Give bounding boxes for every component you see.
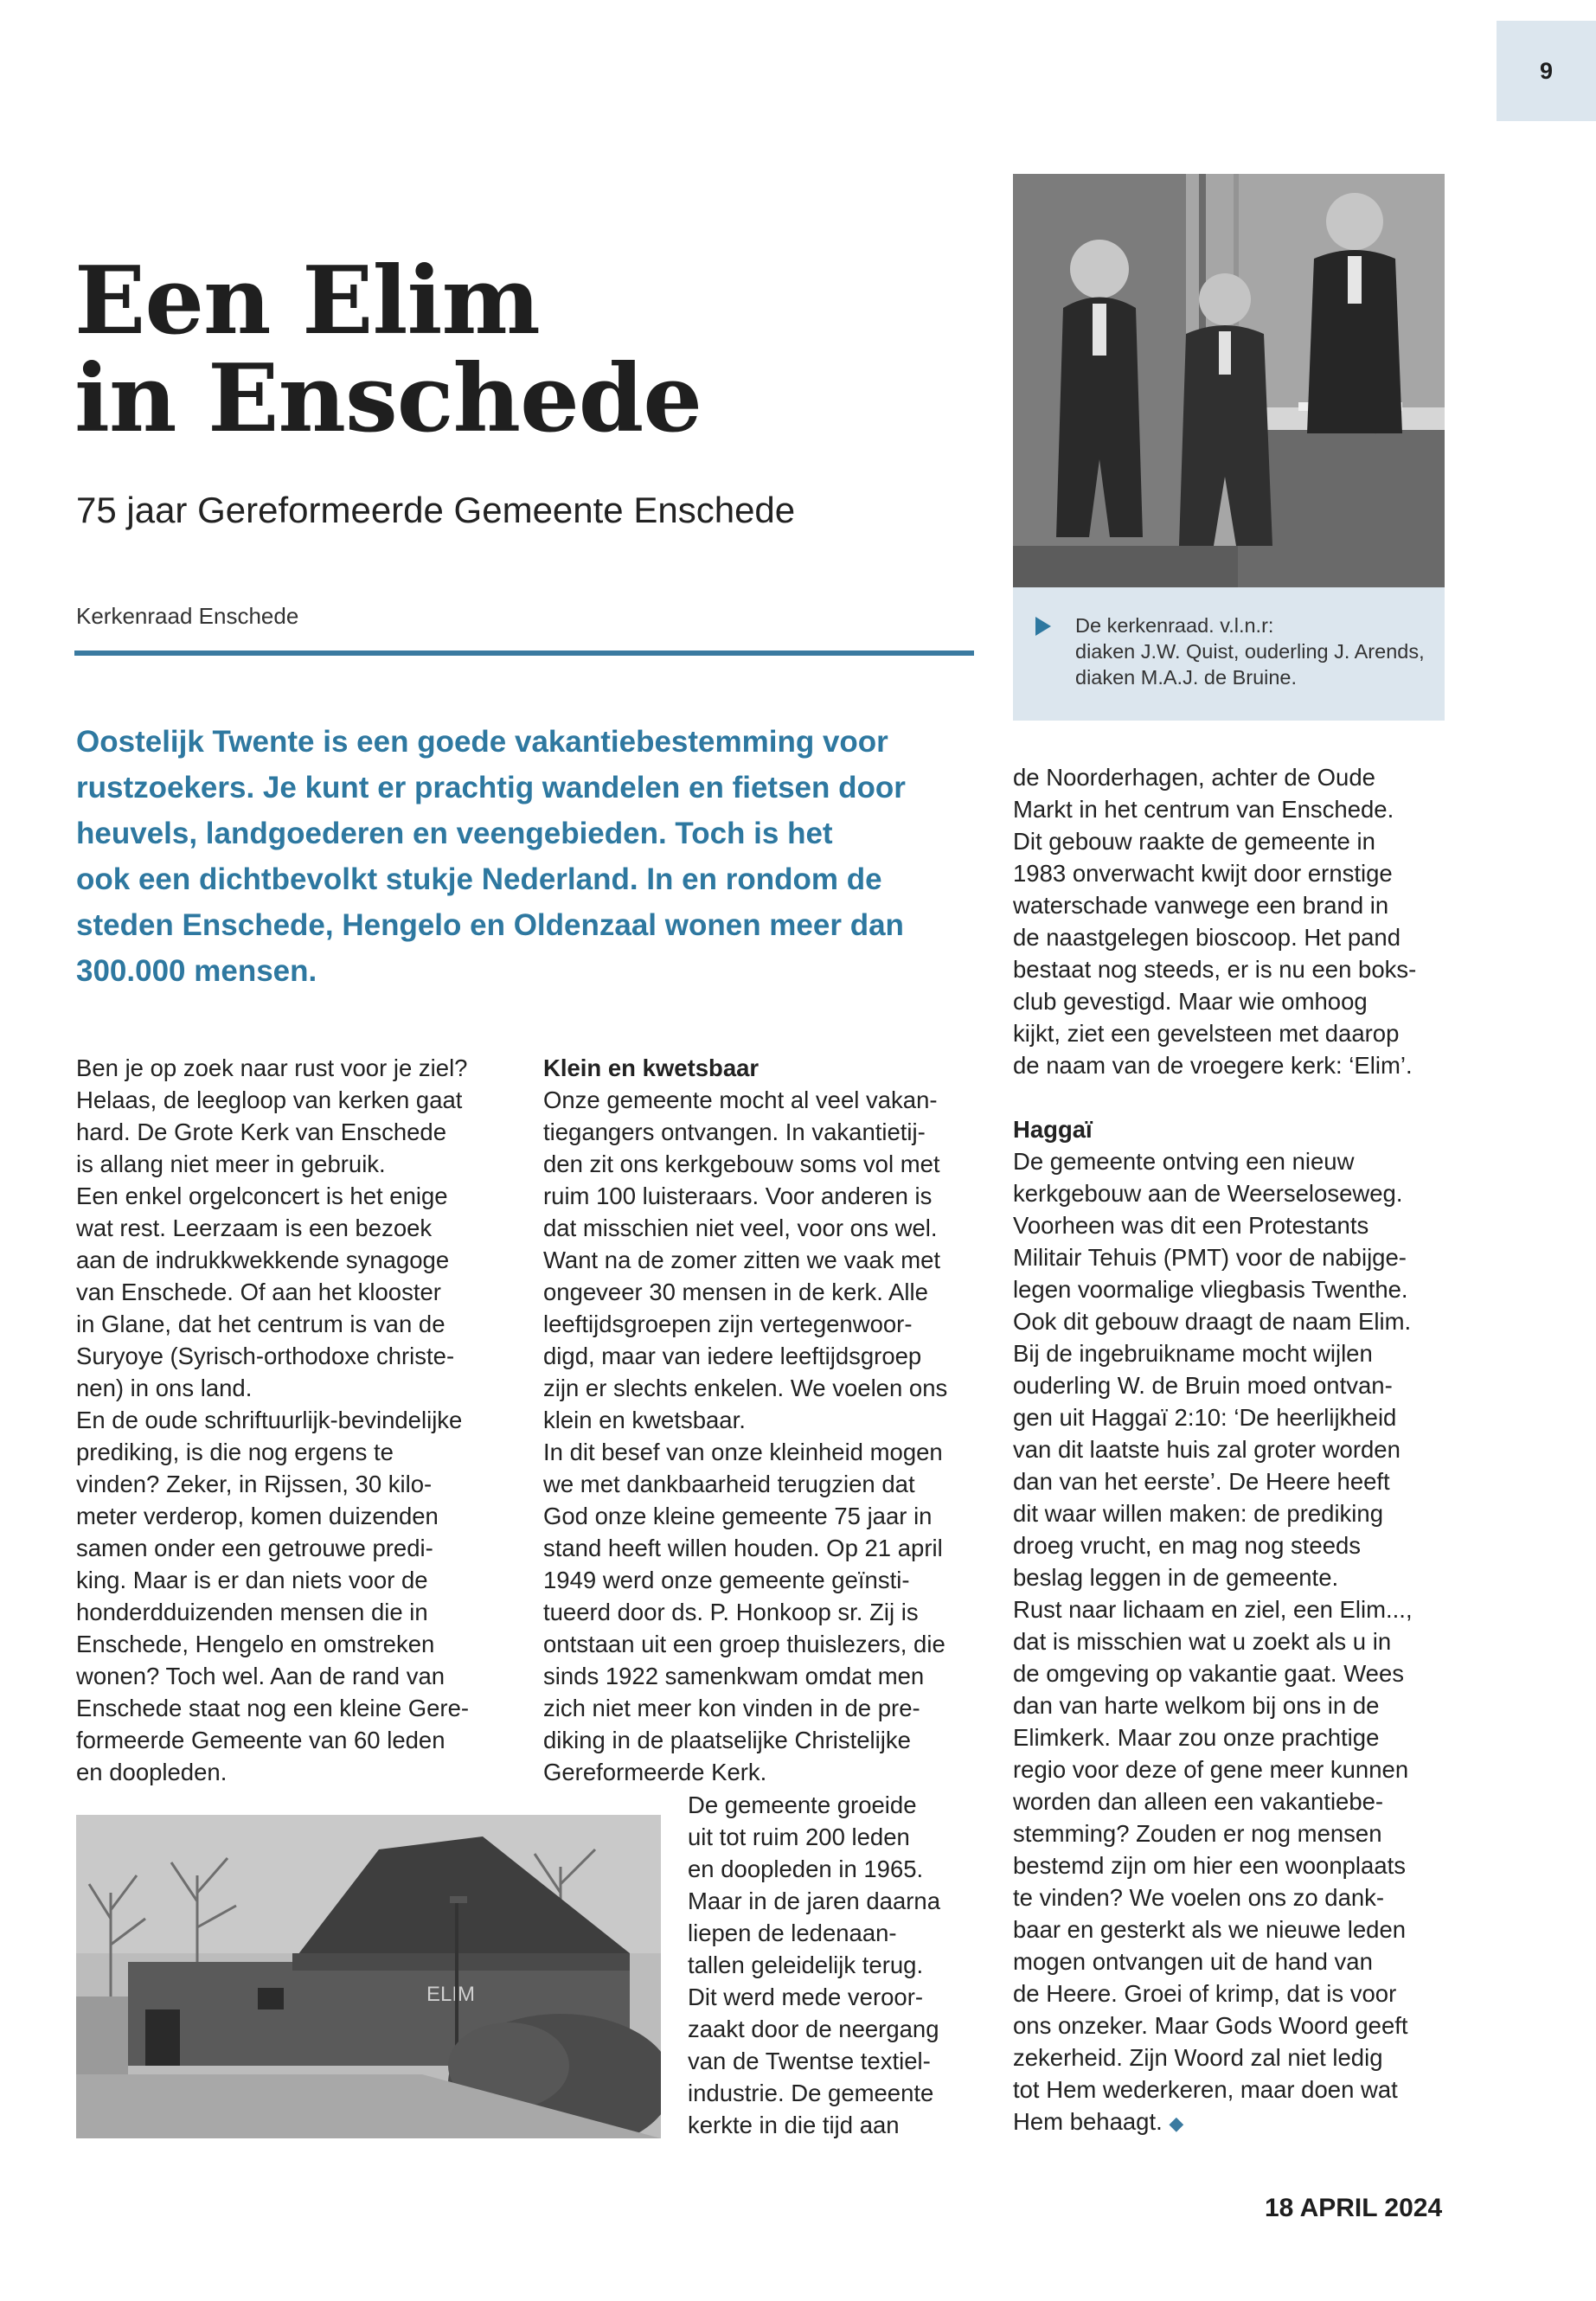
caption-arrow-icon xyxy=(1035,617,1051,636)
body-line: prediking, is die nog ergens te xyxy=(76,1439,394,1465)
body-line: Want na de zomer zitten we vaak met xyxy=(543,1247,941,1273)
body-line: de naam van de vroegere kerk: ‘Elim’. xyxy=(1013,1052,1413,1079)
body-line: van Enschede. Of aan het klooster xyxy=(76,1279,441,1305)
body-line: ruim 100 luisteraars. Voor anderen is xyxy=(543,1183,933,1209)
body-line: Militair Tehuis (PMT) voor de nabijge- xyxy=(1013,1244,1407,1271)
body-line: club gevestigd. Maar wie omhoog xyxy=(1013,988,1368,1015)
body-line: leeftijdsgroepen zijn vertegenwoor- xyxy=(543,1311,913,1337)
body-line: Dit gebouw raakte de gemeente in xyxy=(1013,828,1375,855)
body-line: Onze gemeente mocht al veel vakan- xyxy=(543,1086,938,1113)
body-line: uit tot ruim 200 leden xyxy=(688,1823,910,1850)
body-line: stand heeft willen houden. Op 21 april xyxy=(543,1535,943,1561)
body-line: baar en gesterkt als we nieuwe leden xyxy=(1013,1916,1407,1943)
caption-line: diaken M.A.J. de Bruine. xyxy=(1075,666,1298,689)
body-line: droeg vrucht, en mag nog steeds xyxy=(1013,1532,1362,1559)
body-line: dat misschien niet veel, voor ons wel. xyxy=(543,1215,938,1241)
body-line: king. Maar is er dan niets voor de xyxy=(76,1567,428,1593)
byline: Kerkenraad Enschede xyxy=(76,603,299,629)
body-line: klein en kwetsbaar. xyxy=(543,1407,746,1433)
body-line: In dit besef van onze kleinheid mogen xyxy=(543,1439,943,1465)
page-number: 9 xyxy=(1497,21,1596,121)
body-line: de Noorderhagen, achter de Oude xyxy=(1013,764,1375,791)
body-line: wat rest. Leerzaam is een bezoek xyxy=(76,1215,433,1241)
body-line: En de oude schriftuurlijk-bevindelijke xyxy=(76,1407,463,1433)
council-photo xyxy=(1013,174,1445,587)
body-line: nen) in ons land. xyxy=(76,1375,253,1401)
body-line: sinds 1922 samenkwam omdat men xyxy=(543,1663,925,1689)
end-mark-icon: ◆ xyxy=(1169,2112,1184,2134)
body-line: vinden? Zeker, in Rijssen, 30 kilo- xyxy=(76,1471,433,1497)
body-column-2b xyxy=(688,1789,940,2141)
body-line: bestaat nog steeds, er is nu een boks- xyxy=(1013,956,1417,983)
body-line: gen uit Haggaï 2:10: ‘De heerlijkheid xyxy=(1013,1404,1397,1431)
body-line: mogen ontvangen uit de hand van xyxy=(1013,1948,1373,1975)
body-line: tallen geleidelijk terug. xyxy=(688,1952,924,1978)
body-line: Enschede staat nog een kleine Gere- xyxy=(76,1695,470,1721)
body-line: en doopleden in 1965. xyxy=(688,1856,924,1882)
body-line: hard. De Grote Kerk van Enschede xyxy=(76,1118,447,1145)
body-line: aan de indrukkwekkende synagoge xyxy=(76,1247,450,1273)
lead-line: Oostelijk Twente is een goede vakantiebestemming voor xyxy=(76,725,888,759)
body-line: liepen de ledenaan- xyxy=(688,1920,897,1946)
lead-line: heuvels, landgoederen en veengebieden. Toch is het xyxy=(76,817,833,850)
lead-line: rustzoekers. Je kunt er prachtig wandelen en fietsen door xyxy=(76,771,906,804)
body-line: Helaas, de leegloop van kerken gaat xyxy=(76,1086,463,1113)
body-line: te vinden? We voelen ons zo dank- xyxy=(1013,1884,1385,1911)
body-line: tot Hem wederkeren, maar doen wat xyxy=(1013,2076,1398,2103)
body-line: formeerde Gemeente van 60 leden xyxy=(76,1727,445,1753)
caption-line: De kerkenraad. v.l.n.r: xyxy=(1075,614,1274,637)
body-line: zich niet meer kon vinden in de pre- xyxy=(543,1695,920,1721)
body-line: dat is misschien wat u zoekt als u in xyxy=(1013,1628,1392,1655)
last-line-text: Hem behaagt. xyxy=(1013,2108,1163,2135)
body-line: ons onzeker. Maar Gods Woord geeft xyxy=(1013,2012,1408,2039)
title-line: in Enschede xyxy=(74,344,702,453)
lead-paragraph xyxy=(76,719,984,994)
body-line: kerkgebouw aan de Weerseloseweg. xyxy=(1013,1180,1403,1207)
body-column-1 xyxy=(76,1052,469,1788)
body-line: kijkt, ziet een gevelsteen met daarop xyxy=(1013,1020,1400,1047)
section-heading-haggai: Haggaï xyxy=(1013,1116,1093,1143)
body-line: Elimkerk. Maar zou onze prachtige xyxy=(1013,1724,1380,1751)
body-column-2 xyxy=(543,1052,947,1788)
body-line: de omgeving op vakantie gaat. Wees xyxy=(1013,1660,1405,1687)
body-line: legen voormalige vliegbasis Twenthe. xyxy=(1013,1276,1408,1303)
body-line: van de Twentse textiel- xyxy=(688,2048,931,2074)
body-line: Dit werd mede veroor- xyxy=(688,1984,924,2010)
body-line: wonen? Toch wel. Aan de rand van xyxy=(76,1663,445,1689)
body-line: tiegangers ontvangen. In vakantietij- xyxy=(543,1118,926,1145)
lead-line: steden Enschede, Hengelo en Oldenzaal wonen meer dan xyxy=(76,908,904,942)
body-line: Enschede, Hengelo en omstreken xyxy=(76,1631,435,1657)
body-line: zijn er slechts enkelen. We voelen ons xyxy=(543,1375,948,1401)
body-line: beslag leggen in de gemeente. xyxy=(1013,1564,1339,1591)
body-line: ontstaan uit een groep thuislezers, die xyxy=(543,1631,945,1657)
body-line: zaakt door de neergang xyxy=(688,2016,939,2042)
church-sign: ELIM xyxy=(426,1983,476,2006)
body-line: waterschade vanwege een brand in xyxy=(1013,892,1389,919)
body-line: dan van het eerste’. De Heere heeft xyxy=(1013,1468,1390,1495)
body-line: Gereformeerde Kerk. xyxy=(543,1759,767,1785)
lead-line: 300.000 mensen. xyxy=(76,954,317,988)
body-line: en doopleden. xyxy=(76,1759,228,1785)
body-line: stemming? Zouden er nog mensen xyxy=(1013,1820,1382,1847)
church-photo xyxy=(76,1815,661,2138)
article-title xyxy=(74,247,702,453)
body-line: den zit ons kerkgebouw soms vol met xyxy=(543,1150,940,1177)
body-line: honderdduizenden mensen die in xyxy=(76,1599,428,1625)
body-line: diking in de plaatselijke Christelijke xyxy=(543,1727,911,1753)
body-line: De gemeente groeide xyxy=(688,1791,917,1818)
body-line: Rust naar lichaam en ziel, een Elim..., xyxy=(1013,1596,1413,1623)
body-line: God onze kleine gemeente 75 jaar in xyxy=(543,1503,933,1529)
lead-line: ook een dichtbevolkt stukje Nederland. In en rondom de xyxy=(76,862,882,896)
article-subtitle: 75 jaar Gereformeerde Gemeente Enschede xyxy=(76,490,796,530)
body-line: van dit laatste huis zal groter worden xyxy=(1013,1436,1401,1463)
body-line: industrie. De gemeente xyxy=(688,2080,934,2106)
body-line: De gemeente ontving een nieuw xyxy=(1013,1148,1355,1175)
body-line: de Heere. Groei of krimp, dat is voor xyxy=(1013,1980,1397,2007)
body-line: meter verderop, komen duizenden xyxy=(76,1503,439,1529)
body-line: ouderling W. de Bruin moed ontvan- xyxy=(1013,1372,1393,1399)
footer-date: 18 APRIL 2024 xyxy=(1265,2194,1443,2222)
body-line: we met dankbaarheid terugzien dat xyxy=(543,1471,915,1497)
body-line: worden dan alleen een vakantiebe- xyxy=(1013,1788,1384,1815)
body-line: Suryoye (Syrisch-orthodoxe christe- xyxy=(76,1343,455,1369)
body-line: de naastgelegen bioscoop. Het pand xyxy=(1013,924,1401,951)
body-line: regio voor deze of gene meer kunnen xyxy=(1013,1756,1409,1783)
body-line: 1949 werd onze gemeente geïnsti- xyxy=(543,1567,910,1593)
body-line: Ook dit gebouw draagt de naam Elim. xyxy=(1013,1308,1412,1335)
body-line: zekerheid. Zijn Woord zal niet ledig xyxy=(1013,2044,1383,2071)
body-line: dit waar willen maken: de prediking xyxy=(1013,1500,1383,1527)
body-line: ongeveer 30 mensen in de kerk. Alle xyxy=(543,1279,928,1305)
body-column-3 xyxy=(1013,761,1416,2139)
caption-line: diaken J.W. Quist, ouderling J. Arends, xyxy=(1075,640,1425,663)
body-line: tueerd door ds. P. Honkoop sr. Zij is xyxy=(543,1599,919,1625)
body-line-last xyxy=(1013,2106,1416,2139)
title-rule xyxy=(74,651,974,656)
council-photo-image xyxy=(1013,174,1445,587)
body-line: digd, maar van iedere leeftijdsgroep xyxy=(543,1343,922,1369)
body-line: Bij de ingebruikname mocht wijlen xyxy=(1013,1340,1373,1367)
church-photo-image xyxy=(76,1815,661,2138)
body-line: Markt in het centrum van Enschede. xyxy=(1013,796,1394,823)
body-line: dan van harte welkom bij ons in de xyxy=(1013,1692,1380,1719)
body-line: samen onder een getrouwe predi- xyxy=(76,1535,433,1561)
title-line: Een Elim xyxy=(74,247,540,356)
paragraph-gap xyxy=(1013,1081,1416,1113)
body-line: Een enkel orgelconcert is het enige xyxy=(76,1183,448,1209)
body-line: 1983 onverwacht kwijt door ernstige xyxy=(1013,860,1393,887)
body-line: in Glane, dat het centrum is van de xyxy=(76,1311,445,1337)
body-line: Voorheen was dit een Protestants xyxy=(1013,1212,1369,1239)
body-line: is allang niet meer in gebruik. xyxy=(76,1150,386,1177)
body-line: Ben je op zoek naar rust voor je ziel? xyxy=(76,1054,468,1081)
section-heading-klein-en-kwetsbaar: Klein en kwetsbaar xyxy=(543,1054,760,1081)
body-line: bestemd zijn om hier een woonplaats xyxy=(1013,1852,1407,1879)
photo-caption xyxy=(1075,612,1425,690)
body-line: kerkte in die tijd aan xyxy=(688,2112,900,2138)
body-line: Maar in de jaren daarna xyxy=(688,1888,940,1914)
